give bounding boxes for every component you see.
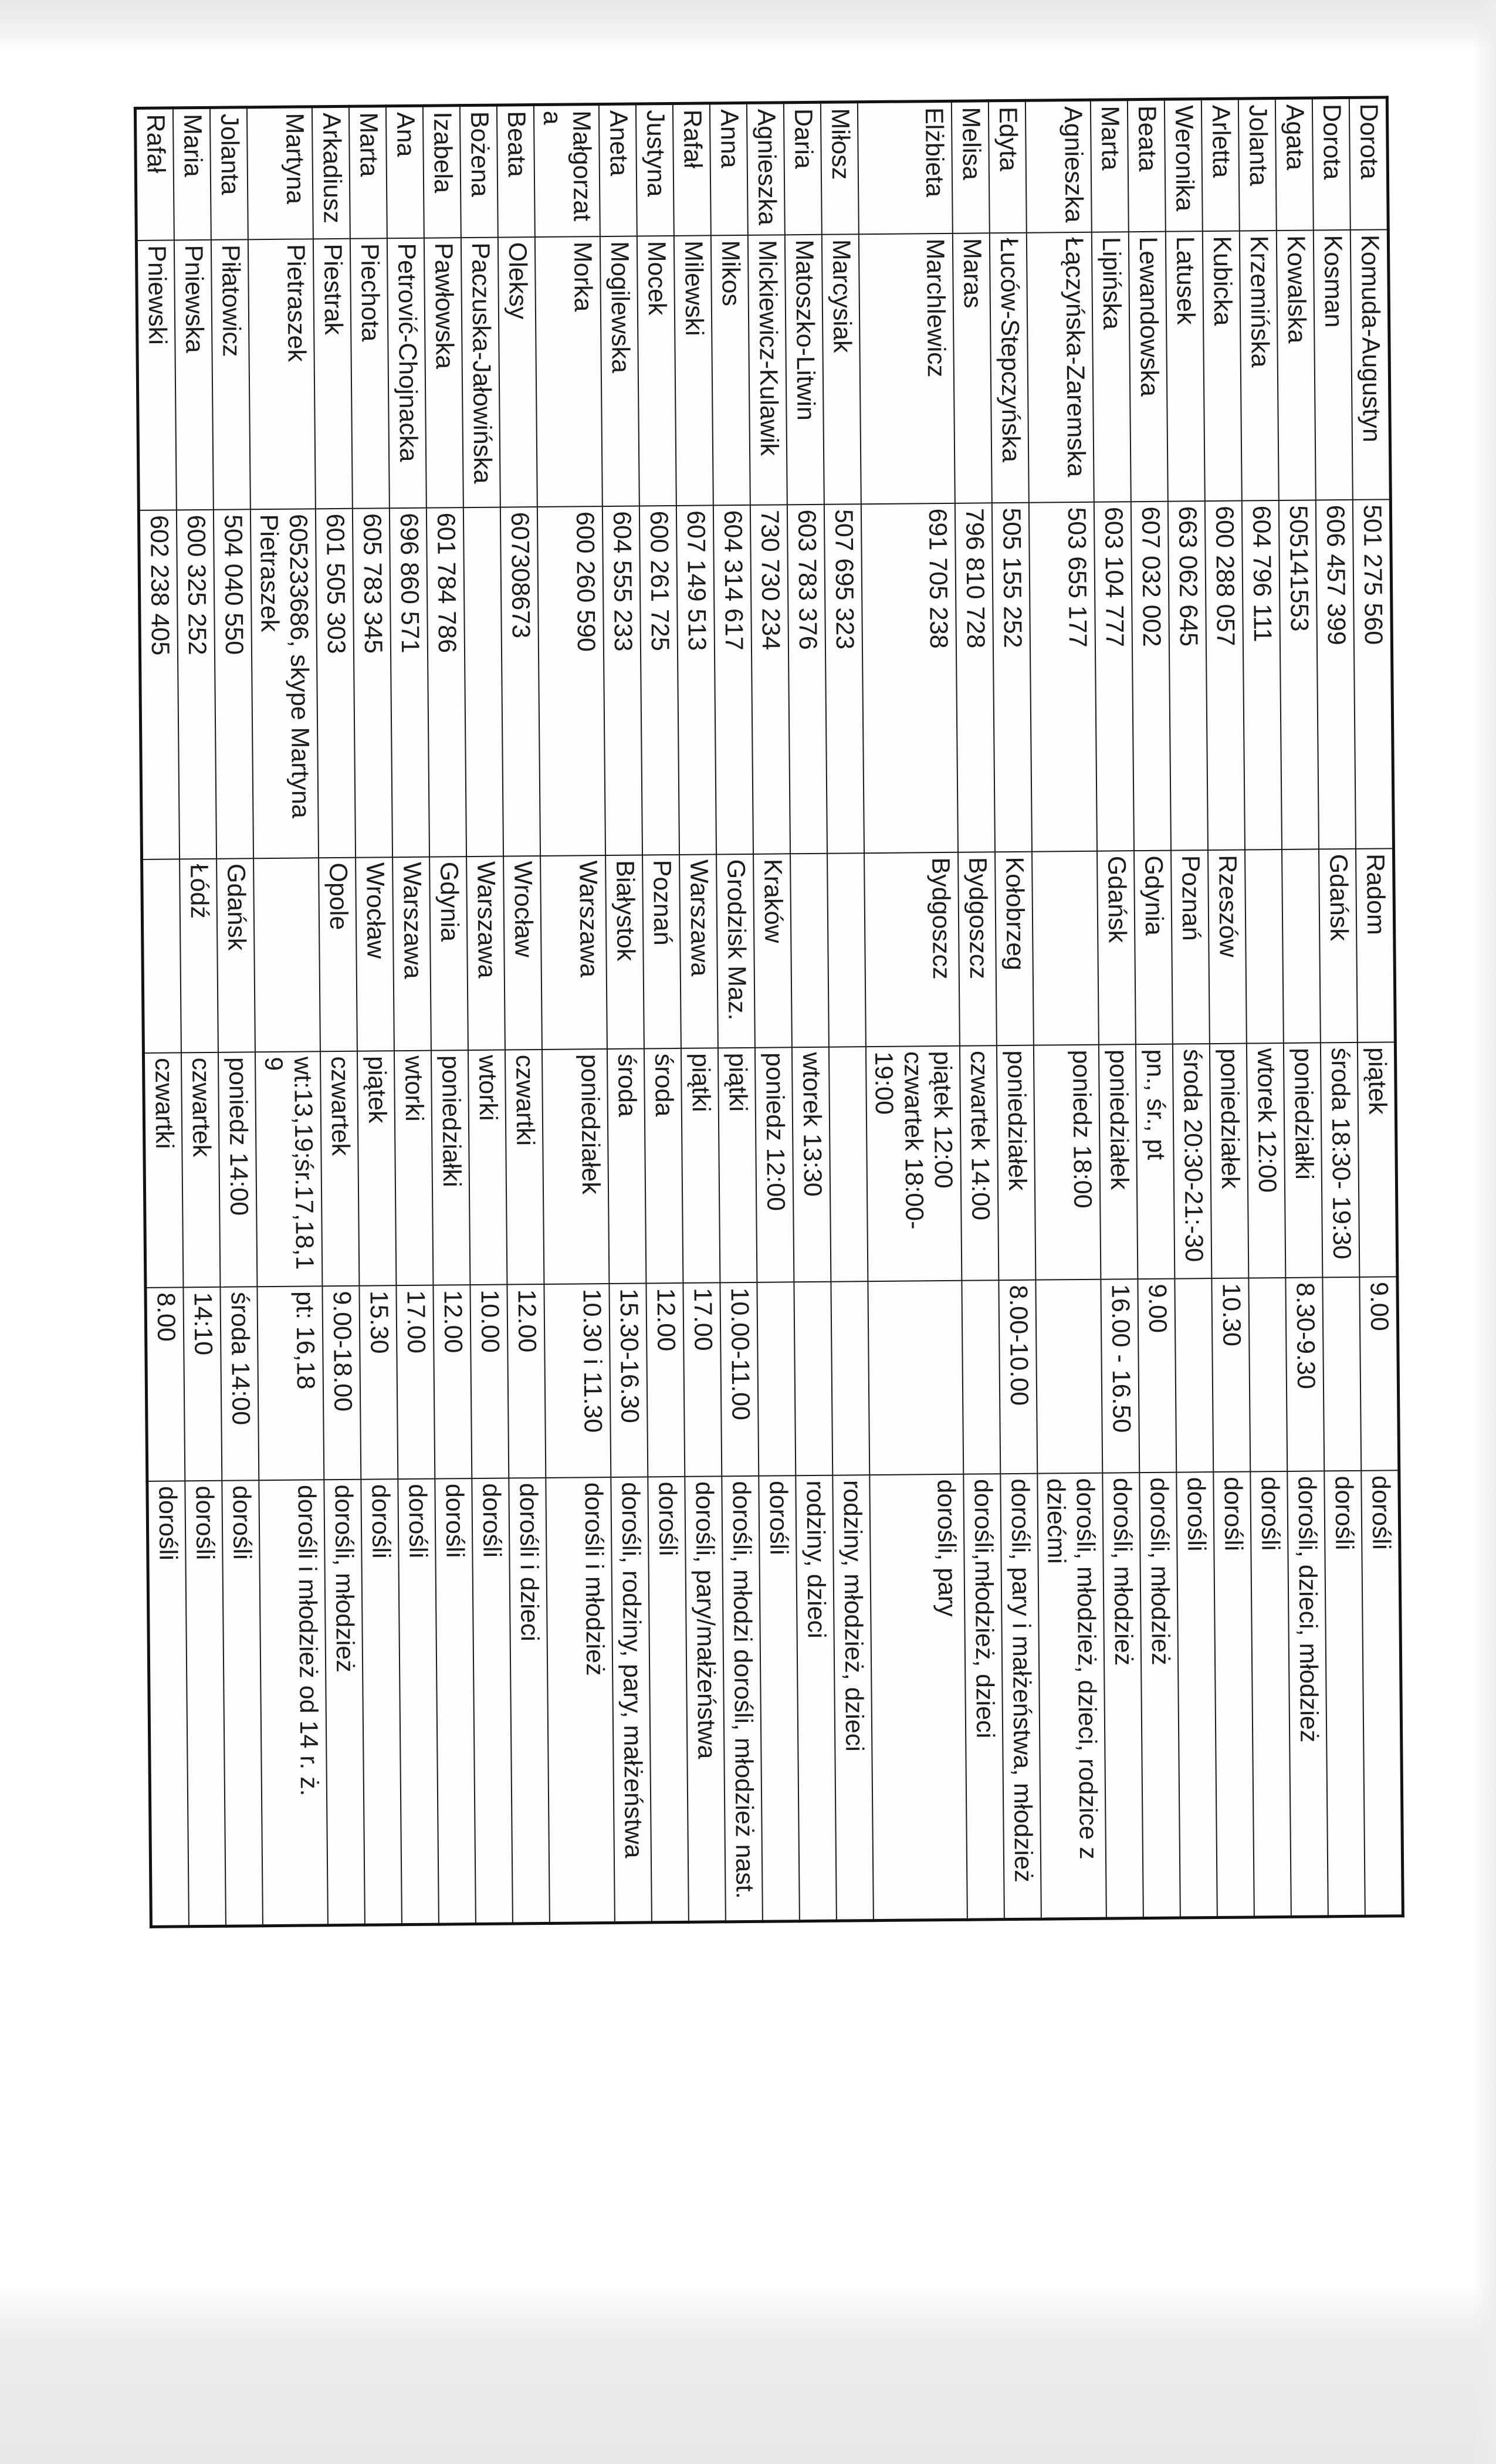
rotated-table-inner	[134, 96, 1404, 1925]
cell-hours: 15.30	[359, 1285, 398, 1480]
cell-phone: 503 655 177	[1029, 502, 1097, 851]
cell-last_name: Marchlewicz	[858, 233, 955, 503]
cell-first_name: Elżbieta	[857, 101, 953, 233]
cell-first_name: Dorota	[1312, 97, 1351, 230]
cell-city: Wrocław	[356, 857, 394, 1051]
cell-first_name: Jolanta	[1238, 99, 1277, 231]
cell-days: piątki	[681, 1048, 720, 1283]
cell-last_name: Pietraszek	[248, 239, 316, 509]
cell-days: poniedziałki	[431, 1050, 470, 1285]
cell-last_name: Kowalska	[1277, 230, 1316, 500]
cell-groups: dorośli	[1324, 1470, 1365, 1917]
cell-phone: 605233686, skype Martyna Pietraszek	[251, 509, 319, 858]
cell-days: piątek	[1358, 1042, 1397, 1277]
cell-phone: 501 275 560	[1353, 499, 1394, 849]
cell-first_name: Daria	[783, 102, 821, 235]
cell-hours	[1322, 1277, 1361, 1471]
cell-groups: dorośli	[1176, 1472, 1217, 1918]
cell-groups: dorośli i młodzież od 14 r. ż.	[259, 1480, 327, 1926]
cell-phone: 696 860 571	[390, 507, 429, 857]
cell-days	[829, 1047, 868, 1282]
cell-hours	[794, 1281, 832, 1475]
cell-last_name: Piechota	[350, 238, 390, 509]
cell-last_name: Mocek	[637, 235, 676, 506]
cell-first_name: Rafał	[136, 108, 174, 241]
cell-hours	[1036, 1279, 1103, 1473]
cell-days: poniedz 18:00	[1034, 1044, 1101, 1280]
cell-groups: dorośli, młodzi dorośli, młodzież nast.	[722, 1475, 763, 1922]
cell-first_name: Beata	[1128, 99, 1166, 232]
cell-first_name: Miłosz	[820, 102, 858, 235]
cell-groups: dorośli, młodzież	[1139, 1472, 1180, 1918]
cell-groups: dorośli	[472, 1478, 513, 1924]
cell-days: czwartek	[320, 1051, 359, 1286]
cell-days: pn., śr., pt	[1136, 1044, 1175, 1279]
cell-hours: 12.00	[646, 1282, 685, 1477]
cell-phone: 600 260 590	[537, 506, 605, 856]
cell-first_name: Weronika	[1165, 99, 1203, 232]
scan-edge-top	[0, 0, 1496, 49]
cell-days: środa	[607, 1048, 646, 1284]
cell-hours	[1175, 1278, 1213, 1473]
cell-first_name: Agnieszka	[746, 103, 784, 235]
cell-first_name: Martyna	[247, 107, 313, 239]
cell-first_name: Melisa	[952, 101, 990, 233]
cell-last_name: Petrović-Chojnacka	[387, 238, 427, 508]
cell-last_name: Mogilewska	[600, 236, 639, 506]
cell-first_name: Agata	[1275, 98, 1314, 231]
cell-city: Poznań	[642, 854, 681, 1048]
cell-city: Warszawa	[540, 855, 607, 1050]
cell-first_name: Rafał	[672, 103, 710, 236]
cell-hours: 8.00	[145, 1287, 185, 1481]
cell-first_name: Małgorzata	[534, 104, 600, 237]
cell-hours: 17.00	[396, 1285, 435, 1479]
cell-days: piątki	[718, 1047, 757, 1282]
cell-hours	[962, 1280, 1001, 1474]
cell-hours: 9.00	[1138, 1278, 1176, 1473]
cell-days: poniedziałek	[542, 1049, 609, 1284]
cell-first_name: Edyta	[989, 100, 1027, 233]
cell-last_name: Kosman	[1314, 229, 1353, 500]
cell-last_name: Piestrak	[313, 238, 353, 509]
cell-days: wtorek 12:00	[1247, 1043, 1285, 1278]
cell-days: wtorki	[394, 1050, 433, 1285]
cell-groups: dorośli	[1250, 1471, 1291, 1917]
cell-groups: dorośli, rodziny, pary, małżeństwa	[611, 1477, 652, 1923]
cell-days: poniedziałki	[1284, 1043, 1322, 1278]
cell-days: czwartek	[181, 1052, 220, 1287]
cell-last_name: Piłatowicz	[211, 239, 251, 510]
cell-hours: 17.00	[683, 1282, 722, 1477]
cell-city	[253, 858, 320, 1052]
cell-hours: 8.30-9.30	[1285, 1277, 1324, 1471]
cell-groups: dorośli, młodzież, dzieci, rodzice z dziećmi	[1038, 1473, 1106, 1919]
cell-hours: 8.00-10.00	[999, 1280, 1038, 1474]
cell-city: Wrocław	[503, 856, 542, 1050]
cell-groups: dorośli	[759, 1475, 800, 1922]
cell-hours: 12.00	[507, 1284, 546, 1478]
cell-first_name: Maria	[173, 107, 211, 240]
cell-city	[1282, 849, 1321, 1043]
cell-groups: dorośli	[222, 1480, 263, 1927]
cell-hours: 14:10	[184, 1287, 222, 1481]
cell-city: Łódź	[180, 858, 218, 1052]
cell-groups: dorośli	[185, 1480, 226, 1927]
cell-days: piątek	[357, 1051, 396, 1286]
cell-phone: 607 149 513	[676, 505, 716, 855]
cell-days: piątek 12:00 czwartek 18:00-19:00	[866, 1045, 962, 1281]
cell-days: czwartki	[144, 1052, 184, 1288]
cell-phone: 796 810 728	[955, 503, 995, 852]
cell-hours: 10.00	[470, 1284, 509, 1478]
cell-first_name: Dorota	[1349, 97, 1388, 230]
cell-last_name: Lipińska	[1092, 232, 1131, 502]
cell-city: Kołobrzeg	[995, 851, 1034, 1045]
cell-last_name: Pawłowska	[424, 238, 463, 508]
cell-city: Warszawa	[466, 856, 505, 1050]
cell-groups: dorośli	[1213, 1471, 1254, 1918]
cell-first_name: Jolanta	[210, 107, 248, 240]
cell-days: poniedziałek	[1210, 1043, 1248, 1278]
cell-days: poniedz 14:00	[218, 1052, 257, 1287]
cell-groups: dorośli	[361, 1479, 402, 1925]
cell-phone: 507 695 323	[824, 504, 864, 854]
cell-last_name: Pniewska	[174, 239, 214, 510]
cell-first_name: Aneta	[598, 104, 637, 236]
cell-city: Gdańsk	[1097, 851, 1136, 1045]
cell-days: czwartki	[505, 1049, 544, 1284]
cell-last_name: Mikos	[710, 235, 750, 505]
cell-phone: 602 238 405	[138, 510, 180, 859]
cell-hours: 15.30-16.30	[609, 1283, 648, 1477]
cell-last_name: Pniewski	[136, 240, 177, 510]
cell-groups: dorośli, pary	[869, 1474, 967, 1920]
cell-phone: 505 155 252	[992, 502, 1032, 852]
cell-phone: 607308673	[500, 507, 540, 857]
cell-days: środa 20:30-21:-30	[1173, 1044, 1211, 1279]
cell-last_name: Maras	[953, 233, 992, 503]
cell-days: środa 18:30- 19:30	[1321, 1042, 1359, 1277]
cell-hours: 10.00-11.00	[720, 1282, 759, 1476]
cell-first_name: Arkadiusz	[312, 106, 350, 239]
cell-groups: dorośli, młodzież	[1102, 1473, 1143, 1919]
cell-last_name: Latusek	[1166, 231, 1205, 502]
cell-groups: dorośli, pary i małżeństwa, młodzież	[1001, 1473, 1042, 1920]
cell-groups: dorośli, dzieci, młodzież	[1287, 1471, 1328, 1917]
cell-last_name: Łączyńska-Zaremska	[1027, 232, 1094, 502]
cell-hours: 16.00 - 16.50	[1101, 1279, 1139, 1473]
cell-first_name: Ana	[386, 106, 424, 238]
cell-groups: dorośli	[435, 1478, 476, 1925]
cell-groups: dorośli i młodzież	[546, 1477, 614, 1923]
cell-phone: 601 784 786	[427, 507, 466, 857]
cell-phone: 600 261 725	[639, 505, 679, 855]
cell-phone: 604 555 233	[602, 506, 642, 855]
cell-city	[142, 859, 181, 1053]
cell-last_name: Milewski	[673, 235, 713, 506]
cell-city	[790, 853, 829, 1047]
cell-groups: dorośli, młodzież	[324, 1479, 365, 1925]
cell-last_name: Morka	[535, 236, 603, 507]
cell-first_name: Izabela	[423, 106, 461, 238]
cell-last_name: Lewandowska	[1129, 231, 1168, 502]
cell-phone: 504 040 550	[214, 509, 253, 859]
cell-groups: dorośli	[1361, 1470, 1403, 1917]
scan-edge-right	[1473, 0, 1496, 2464]
cell-last_name: Oleksy	[498, 237, 537, 507]
cell-phone: 603 104 777	[1094, 502, 1134, 851]
cell-last_name: Paczuska-Jałowińska	[461, 237, 500, 507]
cell-last_name: Łuców-Stepczyńska	[990, 232, 1029, 503]
cell-days: wt:13,19;śr.17,18,19	[255, 1051, 322, 1287]
cell-days: poniedziałek	[1099, 1044, 1138, 1280]
cell-last_name: Komuda-Augustyn	[1351, 229, 1391, 500]
cell-hours: 9.00-18.00	[322, 1285, 361, 1480]
cell-city: Poznań	[1171, 850, 1210, 1044]
cell-first_name: Beata	[497, 105, 535, 238]
cell-last_name: Mickiewicz-Kulawik	[747, 235, 787, 505]
cell-first_name: Arletta	[1201, 99, 1240, 231]
cell-first_name: Anna	[709, 103, 747, 235]
cell-phone: 603 783 376	[787, 504, 827, 854]
cell-hours	[831, 1281, 869, 1475]
cell-city	[827, 853, 866, 1047]
table-row	[857, 101, 967, 1920]
cell-city: Bydgoszcz	[958, 852, 997, 1046]
cell-city: Bydgoszcz	[864, 852, 960, 1046]
cell-city: Radom	[1356, 848, 1395, 1043]
cell-phone: 600 288 057	[1205, 500, 1245, 850]
cell-city: Gdańsk	[216, 858, 255, 1052]
rotated-table-region	[134, 103, 1396, 1937]
cell-last_name: Kubicka	[1203, 231, 1242, 501]
cell-hours: 10.30	[1211, 1278, 1250, 1472]
scan-edge-bottom	[0, 2286, 1496, 2464]
cell-groups: dorośli,młodzież, dzieci	[964, 1474, 1005, 1920]
cell-hours: pt: 16,18	[258, 1286, 324, 1480]
cell-first_name: Bożena	[460, 105, 498, 238]
cell-phone: 606 457 399	[1316, 499, 1356, 849]
cell-hours: 10.30 i 11.30	[544, 1284, 611, 1478]
cell-phone: 600 325 252	[177, 509, 216, 859]
cell-phone: 663 062 645	[1168, 501, 1208, 851]
cell-last_name: Marcysiak	[821, 234, 861, 505]
cell-phone	[463, 507, 503, 857]
cell-phone: 601 505 303	[316, 508, 356, 858]
cell-city: Warszawa	[679, 854, 718, 1048]
cell-groups: rodziny, młodzież, dzieci	[832, 1475, 874, 1921]
cell-first_name: Marta	[349, 106, 387, 239]
cell-city: Rzeszów	[1208, 849, 1247, 1044]
cell-city: Gdynia	[429, 857, 468, 1051]
cell-phone: 505141553	[1279, 500, 1319, 849]
cell-groups: rodziny, dzieci	[796, 1475, 837, 1921]
cell-city: Gdańsk	[1319, 848, 1358, 1043]
cell-hours	[1248, 1277, 1287, 1471]
cell-city: Gdynia	[1134, 850, 1173, 1044]
cell-city: Opole	[319, 857, 357, 1051]
cell-hours: środa 14:00	[221, 1287, 259, 1481]
cell-phone: 607 032 002	[1131, 501, 1171, 851]
cell-first_name: Marta	[1091, 100, 1129, 232]
cell-days: środa	[644, 1048, 683, 1283]
cell-phone: 730 730 234	[750, 505, 790, 854]
cell-phone: 604 314 617	[713, 505, 753, 854]
cell-city	[1245, 849, 1284, 1043]
cell-phone: 691 705 238	[861, 503, 958, 852]
cell-phone: 604 796 111	[1242, 500, 1282, 849]
cell-groups: dorośli	[398, 1478, 439, 1925]
cell-groups: dorośli	[147, 1481, 189, 1927]
cell-last_name: Matoszko-Litwin	[784, 234, 824, 505]
cell-last_name: Krzemińska	[1240, 231, 1279, 501]
cell-city: Kraków	[753, 854, 792, 1048]
cell-days: wtorki	[468, 1050, 507, 1285]
cell-groups: dorośli	[648, 1476, 689, 1923]
cell-city: Grodzisk Maz.	[716, 854, 755, 1048]
cell-hours	[868, 1280, 963, 1474]
cell-city: Białystok	[605, 855, 644, 1049]
cell-first_name: Agnieszka	[1025, 100, 1092, 232]
cell-first_name: Justyna	[635, 103, 673, 236]
cell-days: poniedz 12:00	[755, 1047, 794, 1282]
cell-city: Warszawa	[392, 857, 431, 1051]
cell-city	[1032, 851, 1099, 1045]
cell-days: czwartek 14:00	[960, 1045, 999, 1281]
cell-groups: dorośli i dzieci	[509, 1477, 550, 1924]
cell-phone: 605 783 345	[353, 508, 392, 858]
cell-hours	[757, 1282, 796, 1476]
cell-days: poniedziałek	[997, 1045, 1035, 1280]
cell-hours: 9.00	[1359, 1277, 1399, 1471]
contact-schedule-table	[134, 96, 1404, 1928]
cell-days: wtorek 13:30	[792, 1047, 831, 1282]
cell-hours: 12.00	[433, 1285, 472, 1479]
cell-groups: dorośli, pary/małżeństwa	[685, 1476, 726, 1923]
